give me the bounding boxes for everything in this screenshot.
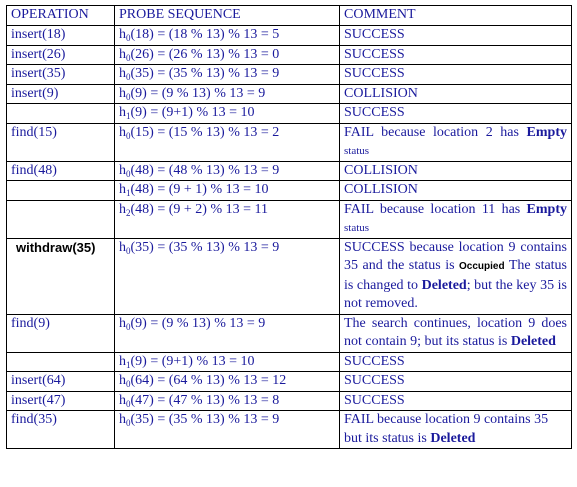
comment-text: FAIL because location 9 contains 35 but its status is [344,412,549,446]
status-keyword: Deleted [430,430,476,446]
operation-cell: insert(18) [7,26,115,46]
probe-expression: (48) = (9 + 2) % 13 = 11 [130,201,268,217]
status-keyword: Deleted [421,277,467,293]
operation-cell: find(35) [7,411,115,449]
comment-text: FAIL because location 2 has [344,124,519,140]
table-row [7,314,572,352]
operation-cell [7,181,115,201]
operation-cell: insert(35) [7,65,115,85]
probe-cell [115,372,340,392]
comment-cell: SUCCESS [340,352,572,372]
probe-index: 0 [126,379,131,389]
operation-cell [7,104,115,124]
operation-cell: find(9) [7,314,115,352]
table-row [7,123,572,161]
hash-fn: h [119,66,126,81]
comment-cell [340,200,572,238]
table-row [7,84,572,104]
hash-fn: h [119,239,126,255]
comment-cell: SUCCESS [340,104,572,124]
hash-fn: h [119,182,126,197]
comment-cell: COLLISION [340,161,572,181]
table-row [7,372,572,392]
hash-fn: h [119,27,126,42]
probe-expression: (48) = (48 % 13) % 13 = 9 [130,162,280,178]
probe-expression: (9) = (9+1) % 13 = 10 [130,353,255,369]
table-row [7,161,572,181]
probe-expression: (47) = (47 % 13) % 13 = 8 [130,392,280,408]
table-row [7,104,572,124]
operation-cell [7,352,115,372]
hash-fn: h [119,162,126,178]
comment-cell: SUCCESS [340,26,572,46]
comment-cell: COLLISION [340,84,572,104]
comment-text: The search continues, location 9 does not contain 9; but its status is [344,315,567,349]
probe-cell [115,352,340,372]
header-probe-sequence: PROBE SEQUENCE [115,6,340,26]
probe-expression: (48) = (9 + 1) % 13 = 10 [130,182,269,197]
operation-cell: insert(64) [7,372,115,392]
operation-cell: find(15) [7,123,115,161]
status-keyword: Empty [526,201,567,217]
operation-cell [7,200,115,238]
probe-index: 0 [126,321,131,332]
probe-index: 1 [126,111,131,121]
probe-cell [115,411,340,449]
probe-cell [115,123,340,161]
probe-expression: (9) = (9+1) % 13 = 10 [130,105,255,120]
probe-index: 0 [126,245,131,256]
probe-index: 0 [126,130,131,141]
probe-expression: (26) = (26 % 13) % 13 = 0 [130,46,280,62]
hash-fn: h [119,124,126,140]
table-row [7,65,572,85]
probe-expression: (18) = (18 % 13) % 13 = 5 [130,27,280,42]
comment-cell [340,123,572,161]
comment-cell [340,411,572,449]
hash-fn: h [119,105,126,120]
hash-fn: h [119,412,126,427]
probe-cell [115,65,340,85]
status-keyword: Empty [526,124,567,140]
hash-fn: h [119,315,126,331]
probe-expression: (64) = (64 % 13) % 13 = 12 [130,373,287,388]
hash-fn: h [119,46,126,62]
comment-cell: COLLISION [340,181,572,201]
probe-index: 0 [126,418,131,428]
operation-cell [7,238,115,314]
table-row [7,391,572,411]
probe-index: 0 [126,398,131,409]
comment-text: ; but the key 35 is not removed. [344,277,568,311]
operation-cell: insert(26) [7,45,115,65]
probe-index: 1 [126,188,131,198]
hash-fn: h [119,373,126,388]
header-row [7,6,572,26]
probe-cell [115,26,340,46]
probe-cell [115,200,340,238]
probe-index: 0 [126,91,131,102]
probe-expression: (9) = (9 % 13) % 13 = 9 [130,315,266,331]
operation-cell: insert(9) [7,84,115,104]
status-keyword: Occupied [459,261,505,272]
comment-text: FAIL because location 11 has [344,201,521,217]
probe-index: 2 [126,207,131,218]
probe-index: 0 [126,168,131,179]
probe-cell [115,84,340,104]
header-comment: COMMENT [340,6,572,26]
table-row [7,26,572,46]
comment-cell: SUCCESS [340,45,572,65]
comment-text: status [344,222,370,234]
probe-expression: (35) = (35 % 13) % 13 = 9 [130,239,280,255]
comment-text: SUCCESS because location 9 contains 35 and the status is [344,239,567,273]
operation-cell: insert(47) [7,391,115,411]
probe-expression: (9) = (9 % 13) % 13 = 9 [130,85,266,101]
header-operation: OPERATION [7,6,115,26]
probe-cell [115,238,340,314]
hash-fn: h [119,353,126,369]
probe-expression: (15) = (15 % 13) % 13 = 2 [130,124,280,140]
comment-text: The status is changed to [344,258,568,293]
probe-cell [115,391,340,411]
table-row [7,200,572,238]
probe-index: 1 [126,359,131,370]
probe-cell [115,104,340,124]
table-row [7,181,572,201]
hash-fn: h [119,85,126,101]
probe-cell [115,161,340,181]
probe-expression: (35) = (35 % 13) % 13 = 9 [130,412,280,427]
comment-cell: SUCCESS [340,65,572,85]
comment-cell [340,314,572,352]
probe-index: 0 [126,72,131,82]
comment-cell: SUCCESS [340,391,572,411]
status-keyword: Deleted [510,334,556,349]
hash-fn: h [119,392,126,408]
hashing-table-container [6,5,572,449]
hash-fn: h [119,201,126,217]
comment-cell [340,238,572,314]
probe-index: 0 [126,52,131,63]
probe-sequence-table [6,5,572,449]
probe-expression: (35) = (35 % 13) % 13 = 9 [130,66,280,81]
table-row [7,411,572,449]
probe-index: 0 [126,33,131,43]
table-row [7,238,572,314]
probe-cell [115,45,340,65]
probe-cell [115,181,340,201]
table-row [7,352,572,372]
probe-cell [115,314,340,352]
table-row [7,45,572,65]
operation-cell: find(48) [7,161,115,181]
comment-text: status [344,145,370,157]
operation-label: withdraw(35) [16,239,96,255]
comment-cell: SUCCESS [340,372,572,392]
